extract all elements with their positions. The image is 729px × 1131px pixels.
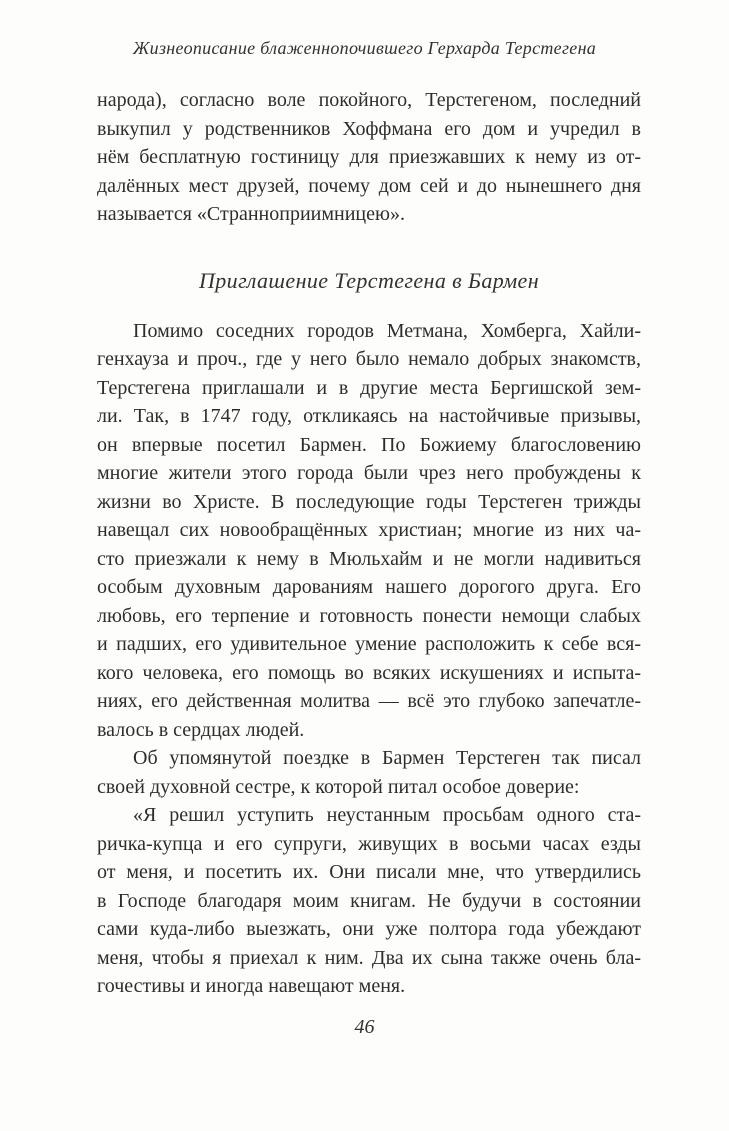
text-line: в Господе благодаря моим книгам. Не будучи в состоянии <box>97 889 641 912</box>
text-line: генхауза и проч., где у него было немало добрых знакомств, <box>97 348 641 370</box>
paragraph <box>97 744 641 801</box>
text-line: нём бесплатную гостиницу для приезжавших к нему из от- <box>97 146 641 168</box>
text-line: Помимо соседних городов Метмана, Хомберга, Хайли- <box>133 319 641 342</box>
text-body <box>97 86 641 1001</box>
text-line: ли. Так, в 1747 году, откликаясь на настойчивые призывы, <box>97 405 641 427</box>
text-line: навещал сих новообращённых христиан; многие из них ча- <box>97 519 641 541</box>
text-line: жизни во Христе. В последующие годы Терстеген трижды <box>97 490 641 513</box>
text-line: валось в сердцах людей. <box>97 718 305 741</box>
text-line: называется «Странноприимницею». <box>97 203 405 225</box>
text-line: «Я решил уступить неустанным просьбам одного ста- <box>133 804 641 826</box>
text-line: меня, чтобы я приехал к ним. Два их сына также очень бла- <box>97 946 641 969</box>
text-line: народа), согласно воле покойного, Терстегеном, последний <box>97 89 641 111</box>
text-line: любовь, его терпение и готовность понести немощи слабых <box>97 604 641 627</box>
text-line: гочестивы и иногда навещают меня. <box>97 975 406 997</box>
text-line: сто приезжали к нему в Мюльхайм и не могли надивиться <box>97 547 641 570</box>
text-line: и падших, его удивительное умение расположить к себе вся- <box>97 633 641 655</box>
section-heading: Приглашение Терстегена в Бармен <box>198 267 540 293</box>
paragraph <box>97 317 641 745</box>
text-line: многие жители этого города были чрез него пробуждены к <box>97 462 641 484</box>
text-line: далённых мест друзей, почему дом сей и до нынешнего дня <box>97 174 641 197</box>
text-line: выкупил у родственников Хоффмана его дом и учредил в <box>97 117 641 140</box>
text-line: особым духовным дарованиям нашего дорогого друга. Его <box>97 576 641 598</box>
text-line: от меня, и посетить их. Они писали мне, что утвердились <box>97 861 641 883</box>
text-line: он впервые посетил Бармен. По Божиему благословению <box>97 433 641 456</box>
text-line: своей духовной сестре, к которой питал особое доверие: <box>97 775 580 798</box>
running-header: Жизнеописание блаженнопочившего Герхарда Терстегена <box>132 38 597 58</box>
text-line: Об упомянутой поездке в Бармен Терстеген так писал <box>133 747 641 769</box>
text-line: ричка-купца и его супруги, живущих в восьми часах езды <box>97 832 641 855</box>
page-number: 46 <box>354 1016 375 1038</box>
text-line: сами куда-либо выезжать, они уже полтора года убеждают <box>97 918 641 940</box>
text-line: кого человека, его помощь во всяких искушениях и испыта- <box>97 661 641 684</box>
text-line: ниях, его действенная молитва — всё это глубоко запечатле- <box>97 690 641 712</box>
paragraph <box>97 801 641 1001</box>
text-line: Терстегена приглашали и в другие места Бергишской зем- <box>97 376 641 399</box>
paragraph <box>97 86 641 229</box>
